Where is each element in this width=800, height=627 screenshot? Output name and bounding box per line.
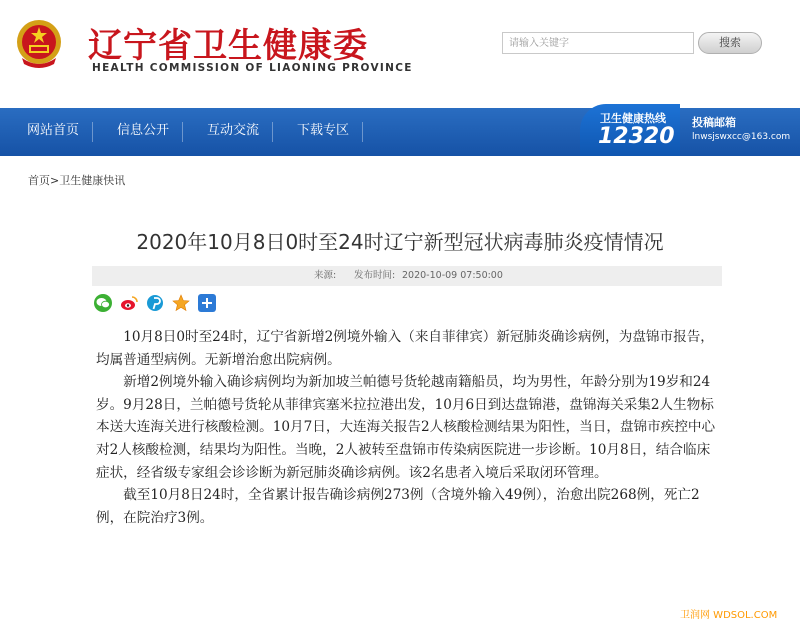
hotline-label: 卫生健康热线 — [600, 112, 666, 125]
breadcrumb-section-link[interactable]: 卫生健康快讯 — [59, 174, 126, 187]
site-logo-title[interactable]: 辽宁省卫生健康委 — [88, 26, 368, 66]
mailbox-label: 投稿邮箱 — [692, 116, 736, 129]
source-label: 来源: — [314, 270, 337, 281]
national-emblem-icon[interactable] — [14, 18, 64, 72]
nav-item-info-disclosure[interactable]: 信息公开 — [117, 123, 170, 138]
nav-item-interaction[interactable]: 互动交流 — [207, 123, 260, 138]
breadcrumb-separator: > — [50, 174, 60, 187]
more-plus-icon[interactable] — [198, 294, 216, 312]
site-header — [0, 0, 800, 108]
mailbox-address-link[interactable]: lnwsjswxcc@163.com — [692, 132, 791, 142]
published-time: 2020-10-09 07:50:00 — [402, 270, 503, 281]
site-logo-subtitle: HEALTH COMMISSION OF LIAONING PROVINCE — [92, 62, 413, 74]
hotline-number: 12320 — [598, 124, 675, 149]
nav-item-downloads[interactable]: 下载专区 — [297, 123, 350, 138]
article-paragraph: 截至10月8日24时，全省累计报告确诊病例273例（含境外输入49例），治愈出院268例，死亡2例，在院治疗3例。 — [96, 487, 700, 526]
breadcrumb-home-link[interactable]: 首页 — [28, 174, 50, 187]
search-input[interactable] — [502, 32, 694, 54]
article-meta-bar — [92, 266, 722, 286]
nav-divider — [362, 122, 363, 142]
weibo-icon[interactable] — [120, 294, 138, 312]
watermark-text: 卫润网 WDSOL.COM — [680, 610, 778, 621]
nav-divider — [92, 122, 93, 142]
hotline-panel — [580, 104, 680, 156]
pinterest-icon[interactable] — [146, 294, 164, 312]
nav-divider — [272, 122, 273, 142]
published-label: 发布时间: — [354, 270, 396, 281]
article-paragraph: 新增2例境外输入确诊病例均为新加坡兰帕德号货轮越南籍船员，均为男性，年龄分别为19岁和24岁。9月28日，兰帕德号货轮从菲律宾塞米拉拉港出发，10月6日到达盘锦港，盘锦海关采集2人生物标本送大连海关进行核酸检测。10月7日，大连海关报告2人核酸检测结果为阳性，当日，盘锦市疾控中心对2人核酸检测，结果均为阳性。当晚，2人被转至盘锦市传染病医院进一步诊断。10月8日，结合临床症状，经省级专家组会诊诊断为新冠肺炎确诊病例。该2名患者入境后采取闭环管理。 — [96, 374, 716, 481]
wechat-icon[interactable] — [94, 294, 112, 312]
main-nav — [0, 108, 800, 156]
article-paragraph: 10月8日0时至24时，辽宁省新增2例境外输入（来自菲律宾）新冠肺炎确诊病例，为盘锦市报告，均属普通型病例。无新增治愈出院病例。 — [96, 329, 714, 368]
favorite-star-icon[interactable] — [172, 294, 190, 312]
article-body — [96, 326, 722, 529]
nav-divider — [182, 122, 183, 142]
article-title: 2020年10月8日0时至24时辽宁新型冠状病毒肺炎疫情情况 — [136, 230, 664, 254]
nav-item-home[interactable]: 网站首页 — [27, 123, 80, 138]
breadcrumb — [28, 172, 125, 188]
search-button[interactable]: 搜索 — [698, 32, 762, 54]
